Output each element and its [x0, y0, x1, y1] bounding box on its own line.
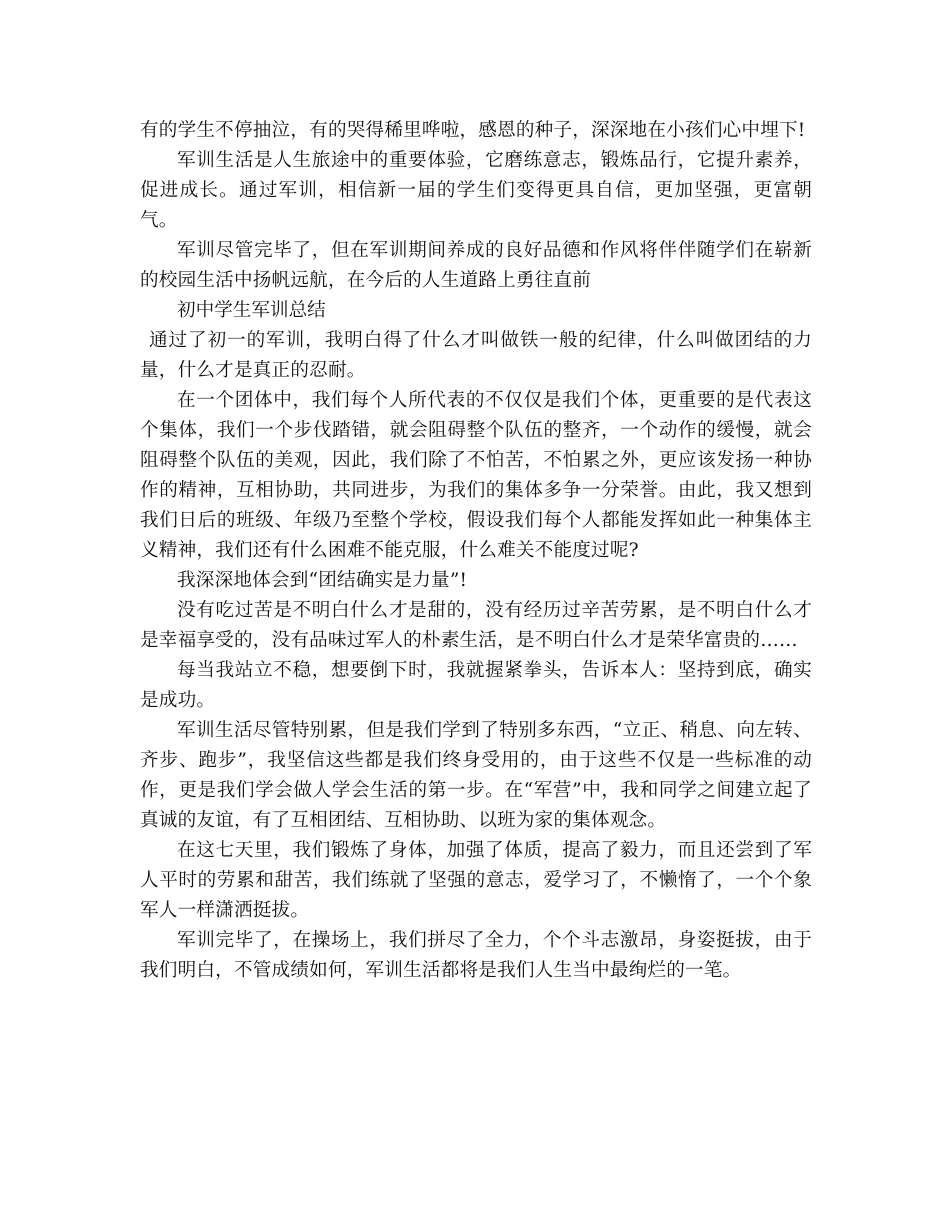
paragraph: 军训尽管完毕了，但在军训期间养成的良好品德和作风将伴伴随学们在崭新的校园生活中扬帆远航，在今后的人生道路上勇往直前 [140, 240, 812, 291]
paragraph: 军训生活尽管特别累，但是我们学到了特别多东西，“立正、稍息、向左转、齐步、跑步”，我坚信这些都是我们终身受用的，由于这些不仅是一些标准的动作，更是我们学会做人学会生活的第一步。在“军营”中，我和同学之间建立起了真诚的友谊，有了互相团结、互相协助、以班为家的集体观念。 [140, 720, 812, 831]
paragraph: 没有吃过苦是不明白什么才是甜的，没有经历过辛苦劳累，是不明白什么才是幸福享受的，没有品味过军人的朴素生活，是不明白什么才是荣华富贵的…… [140, 600, 812, 651]
document-page [140, 116, 812, 986]
paragraph: 在这七天里，我们锻炼了身体，加强了体质，提高了毅力，而且还尝到了军人平时的劳累和甜苦，我们练就了坚强的意志，爱学习了，不懒惰了，一个个象军人一样潇洒挺拔。 [140, 840, 812, 921]
paragraph: 军训生活是人生旅途中的重要体验，它磨练意志，锻炼品行，它提升素养，促进成长。通过军训，相信新一届的学生们变得更具自信，更加坚强，更富朝气。 [140, 150, 812, 231]
paragraph: 在一个团体中，我们每个人所代表的不仅仅是我们个体，更重要的是代表这个集体，我们一个步伐踏错，就会阻碍整个队伍的整齐，一个动作的缓慢，就会阻碍整个队伍的美观，因此，我们除了不怕苦，不怕累之外，更应该发扬一种协作的精神，互相协助，共同进步，为我们的集体多争一分荣誉。由此，我又想到我们日后的班级、年级乃至整个学校，假设我们每个人都能发挥如此一种集体主义精神，我们还有什么困难不能克服，什么难关不能度过呢? [140, 390, 812, 561]
paragraph-continuation: 有的学生不停抽泣，有的哭得稀里哗啦，感恩的种子，深深地在小孩们心中埋下! [140, 120, 806, 141]
paragraph: 通过了初一的军训，我明白得了什么才叫做铁一般的纪律，什么叫做团结的力量，什么才是真正的忍耐。 [140, 330, 812, 381]
paragraph: 我深深地体会到“团结确实是力量”! [177, 570, 468, 591]
paragraph: 军训完毕了，在操场上，我们拼尽了全力，个个斗志激昂，身姿挺拔，由于我们明白，不管成绩如何，军训生活都将是我们人生当中最绚烂的一笔。 [140, 930, 812, 981]
section-title: 初中学生军训总结 [177, 300, 326, 321]
paragraph: 每当我站立不稳，想要倒下时，我就握紧拳头，告诉本人：坚持到底，确实是成功。 [140, 660, 812, 711]
